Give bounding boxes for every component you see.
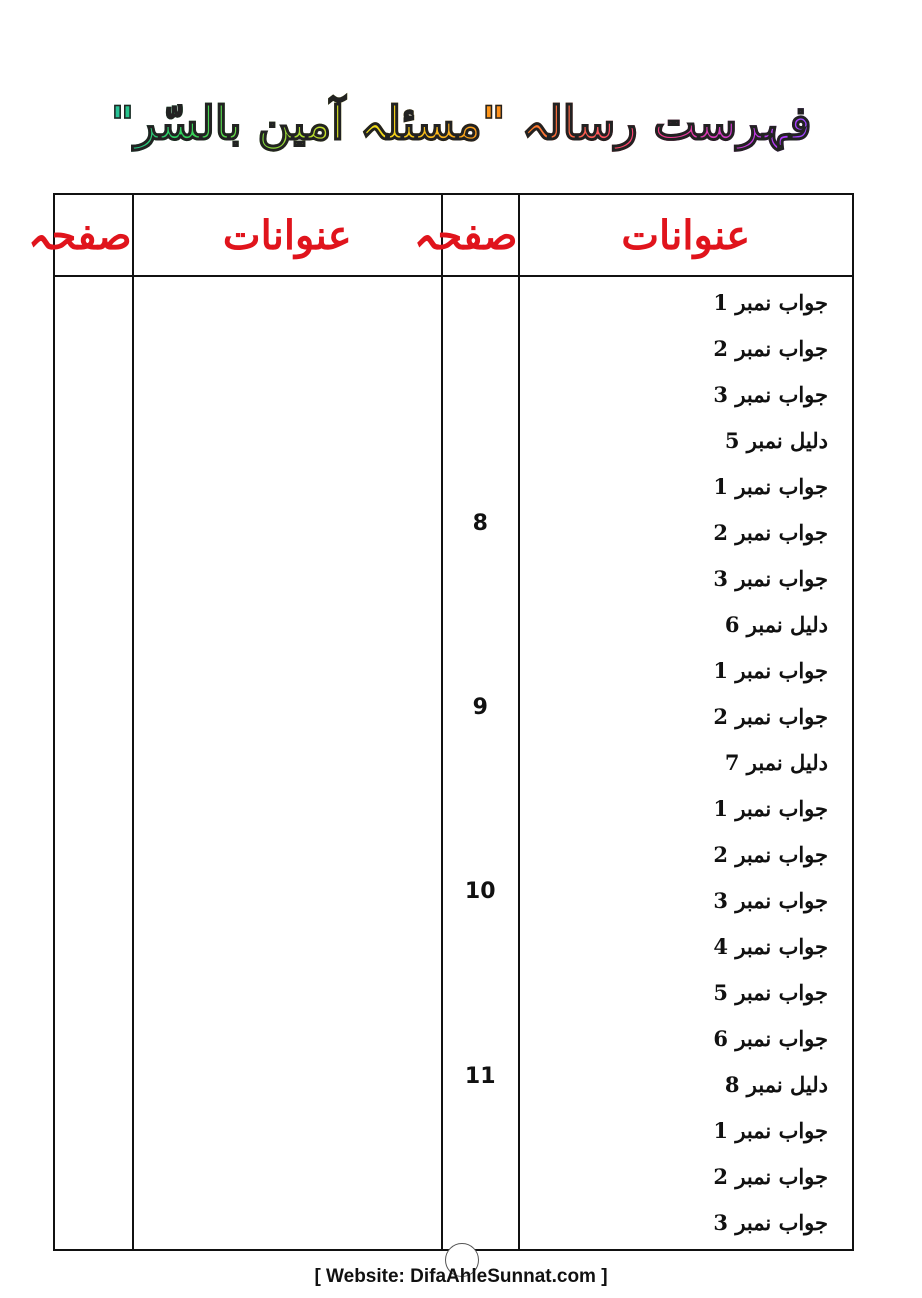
list-item: جواب نمبر 3	[713, 1210, 828, 1235]
list-item: جواب نمبر 2	[713, 520, 828, 545]
header-titles-right: عنوانات	[519, 194, 854, 276]
list-item: جواب نمبر 1	[713, 290, 828, 315]
page-number: 8	[472, 511, 488, 536]
list-item: جواب نمبر 2	[713, 842, 828, 867]
page-number: 11	[464, 1064, 496, 1089]
list-item: جواب نمبر 1	[713, 658, 828, 683]
list-item: جواب نمبر 1	[713, 796, 828, 821]
list-item: جواب نمبر 3	[713, 382, 828, 407]
entries-list	[520, 277, 853, 1249]
list-item: دلیل نمبر 5	[724, 428, 828, 453]
empty-page-column	[54, 276, 133, 1250]
header-titles-left: عنوانات	[133, 194, 442, 276]
page-number: 9	[472, 695, 488, 720]
page-numbers-column	[442, 276, 519, 1250]
list-item: جواب نمبر 1	[713, 1118, 828, 1143]
website-footer: [ Website: DifaAhleSunnat.com ]	[314, 1266, 608, 1287]
list-item: جواب نمبر 4	[713, 934, 828, 959]
contents-table	[28, 193, 854, 1251]
list-item: جواب نمبر 1	[713, 474, 828, 499]
table-body-row	[54, 276, 853, 1250]
list-item: دلیل نمبر 7	[724, 750, 828, 775]
list-item: دلیل نمبر 8	[724, 1072, 828, 1097]
list-item: جواب نمبر 3	[713, 888, 828, 913]
list-item: دلیل نمبر 6	[724, 612, 828, 637]
list-item: جواب نمبر 2	[713, 704, 828, 729]
list-item: جواب نمبر 3	[713, 566, 828, 591]
header-page-right: صفحہ	[442, 194, 519, 276]
empty-titles-column	[133, 276, 442, 1250]
list-item: جواب نمبر 6	[713, 1026, 828, 1051]
list-item: جواب نمبر 5	[713, 980, 828, 1005]
list-item: جواب نمبر 2	[713, 1164, 828, 1189]
entries-column	[519, 276, 854, 1250]
header-page-left: صفحہ	[54, 194, 133, 276]
list-item: جواب نمبر 2	[713, 336, 828, 361]
page-number: 10	[464, 879, 496, 904]
table-header-row	[54, 194, 853, 276]
document-title: فہرست رسالہ "مسئلہ آمین بالسّر"	[0, 88, 922, 158]
